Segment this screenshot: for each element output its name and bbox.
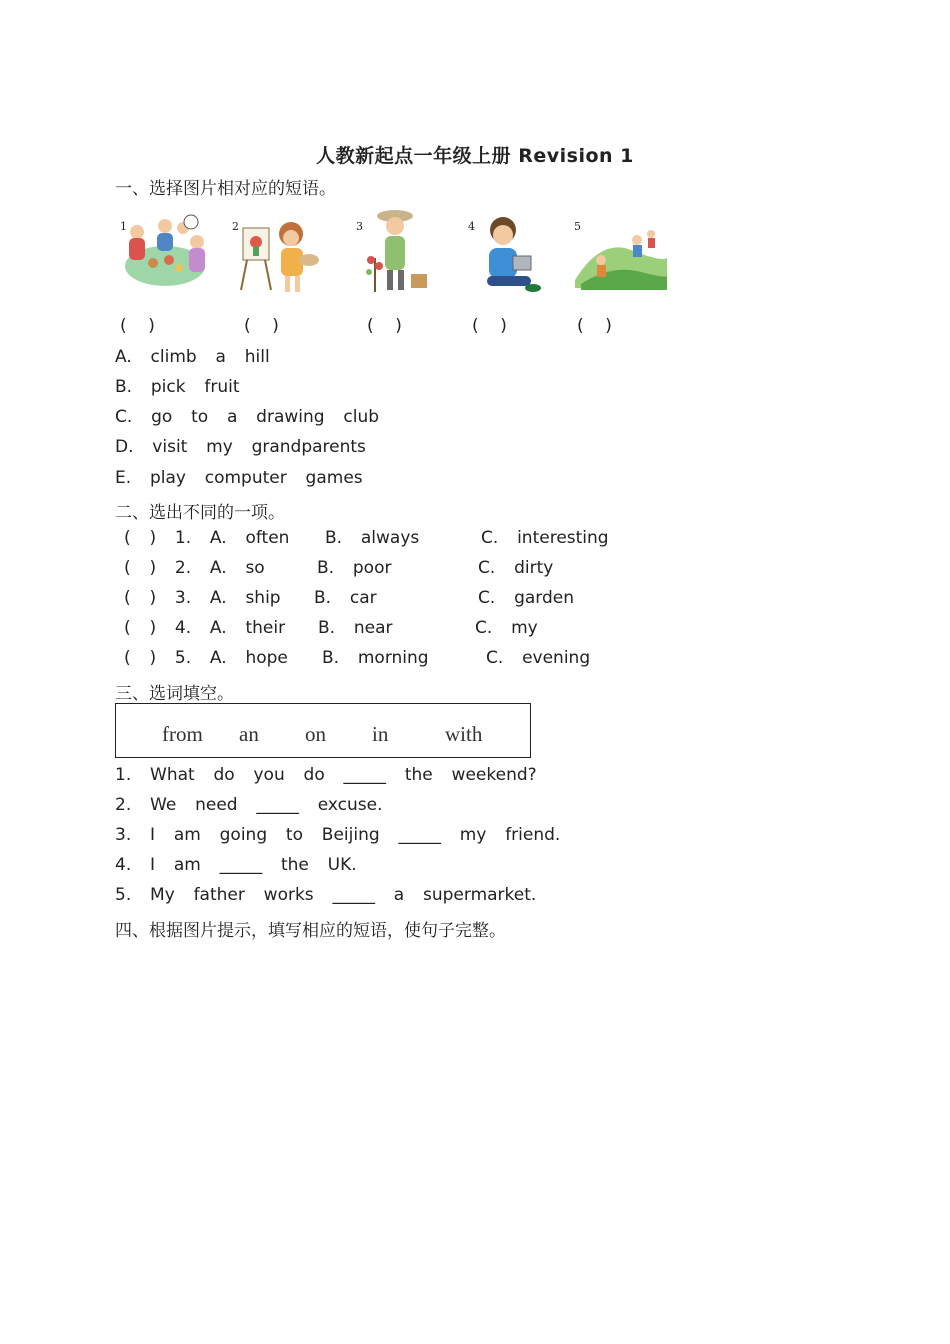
section2-heading: 二、选出不同的一项。 xyxy=(115,503,285,523)
option-d: D. visit my grandparents xyxy=(115,437,366,457)
picture-5 xyxy=(571,208,667,298)
girl-painting-picture xyxy=(229,208,325,298)
answer-paren-2[interactable]: ( ) xyxy=(244,316,279,336)
picture-number: 5 xyxy=(574,220,581,233)
question-c: C. my xyxy=(475,618,538,638)
word-an: an xyxy=(239,722,259,746)
answer-paren-3[interactable]: ( ) xyxy=(367,316,402,336)
picture-row xyxy=(115,208,675,298)
boy-computer-picture xyxy=(465,208,561,298)
question-c: C. evening xyxy=(486,648,591,668)
option-a: A. climb a hill xyxy=(115,347,270,367)
word-bank xyxy=(115,703,531,758)
question-a: ( ) 1. A. often xyxy=(124,528,290,548)
word-from: from xyxy=(162,722,203,746)
question-a: ( ) 3. A. ship xyxy=(124,588,281,608)
answer-paren-4[interactable]: ( ) xyxy=(472,316,507,336)
question-a: ( ) 4. A. their xyxy=(124,618,286,638)
picture-number: 4 xyxy=(468,220,475,233)
option-e: E. play computer games xyxy=(115,468,363,488)
question-b: B. near xyxy=(318,618,393,638)
question-c: C. dirty xyxy=(478,558,554,578)
picture-number: 2 xyxy=(232,220,239,233)
question-b: B. always xyxy=(325,528,420,548)
answer-paren-5[interactable]: ( ) xyxy=(577,316,612,336)
picture-3 xyxy=(353,208,449,298)
question-c: C. interesting xyxy=(481,528,609,548)
option-b: B. pick fruit xyxy=(115,377,240,397)
picture-number: 1 xyxy=(120,220,127,233)
word-on: on xyxy=(305,722,326,746)
question-a: ( ) 2. A. so xyxy=(124,558,265,578)
climbing-hill-picture xyxy=(571,208,667,298)
question-b: B. morning xyxy=(322,648,429,668)
fill-sentence-3: 3. I am going to Beijing _____ my friend. xyxy=(115,825,561,845)
answer-paren-1[interactable]: ( ) xyxy=(120,316,155,336)
option-c: C. go to a drawing club xyxy=(115,407,380,427)
picture-number: 3 xyxy=(356,220,363,233)
question-c: C. garden xyxy=(478,588,575,608)
picture-4 xyxy=(465,208,561,298)
fill-sentence-4: 4. I am _____ the UK. xyxy=(115,855,357,875)
fill-sentence-2: 2. We need _____ excuse. xyxy=(115,795,383,815)
section3-heading: 三、选词填空。 xyxy=(115,684,234,704)
word-in: in xyxy=(372,722,389,746)
question-b: B. poor xyxy=(317,558,392,578)
fill-sentence-5: 5. My father works _____ a supermarket. xyxy=(115,885,537,905)
picking-fruit-picture xyxy=(353,208,449,298)
section1-heading: 一、选择图片相对应的短语。 xyxy=(115,179,336,199)
picture-2 xyxy=(229,208,325,298)
question-a: ( ) 5. A. hope xyxy=(124,648,288,668)
word-with: with xyxy=(445,722,483,746)
question-b: B. car xyxy=(314,588,377,608)
section4-heading: 四、根据图片提示，填写相应的短语，使句子完整。 xyxy=(115,921,506,941)
page-title: 人教新起点一年级上册 Revision 1 xyxy=(316,145,634,167)
fill-sentence-1: 1. What do you do _____ the weekend? xyxy=(115,765,537,785)
picture-1 xyxy=(117,208,213,298)
family-dinner-picture xyxy=(117,208,213,298)
